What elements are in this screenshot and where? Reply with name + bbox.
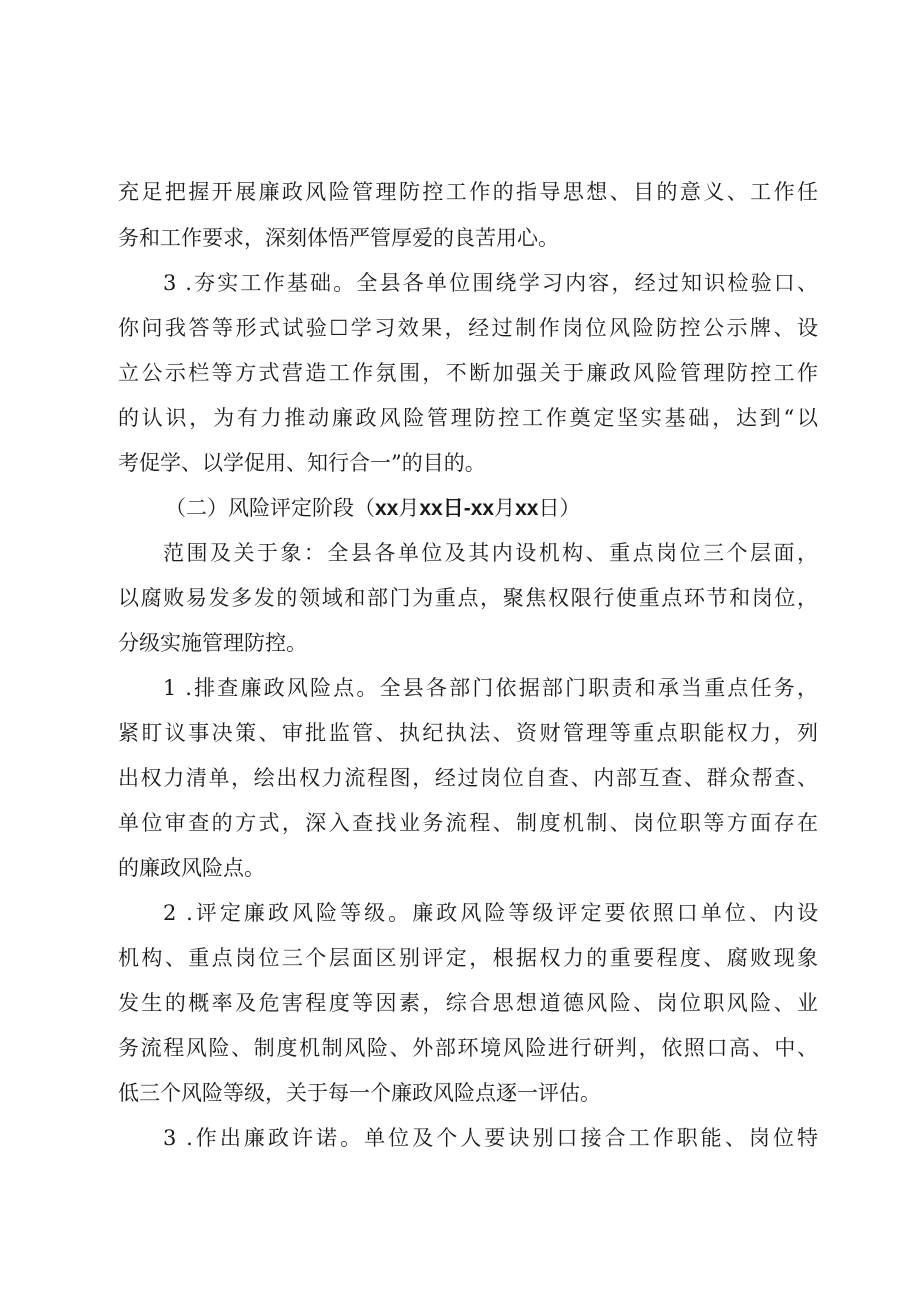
paragraph-line: 考促学、以学促用、知行合一”的目的。 — [118, 451, 486, 475]
paragraph-line: 机构、重点岗位三个层面区别评定，根据权力的重要程度、腐败现象 — [118, 946, 818, 970]
paragraph-line: 紧盯议事决策、审批监管、执纪执法、资财管理等重点职能权力，列 — [118, 721, 818, 745]
paragraph-line: 的廉政风险点。 — [118, 856, 265, 880]
heading-date: xx — [515, 497, 539, 520]
heading-text: 月 — [398, 496, 420, 520]
paragraph-line: 你问我答等形式试验☐学习效果，经过制作岗位风险防控公示牌、设 — [118, 316, 818, 340]
paragraph-line: 分级实施管理防控。 — [118, 631, 307, 655]
paragraph-line: 3 .夯实工作基础。全县各单位围绕学习内容，经过知识检验口、 — [163, 271, 818, 295]
paragraph-line: 1 .排查廉政风险点。全县各部门依据部门职责和承当重点任务， — [163, 676, 818, 700]
paragraph-line: 立公示栏等方式营造工作氛围，不断加强关于廉政风险管理防控工作 — [118, 361, 818, 385]
section-heading — [165, 493, 665, 524]
paragraph-line: 务流程风险、制度机制风险、外部环境风险进行研判，依照口高、中、 — [118, 1036, 818, 1060]
heading-text: 日） — [538, 496, 581, 520]
paragraph-line: 2 .评定廉政风险等级。廉政风险等级评定要依照口单位、内设 — [163, 901, 818, 925]
paragraph-line: 务和工作要求，深刻体悟严管厚爱的良苦用心。 — [118, 226, 559, 250]
paragraph-line: 出权力清单，绘出权力流程图，经过岗位自查、内部互查、群众帮查、 — [118, 766, 818, 790]
paragraph-line: 充足把握开展廉政风险管理防控工作的指导思想、目的意义、工作任 — [118, 180, 818, 204]
paragraph-line: 单位审查的方式，深入查找业务流程、制度机制、岗位职等方面存在 — [118, 811, 818, 835]
heading-date: 日- — [442, 497, 471, 520]
heading-text: 月 — [494, 496, 516, 520]
paragraph-line: 3 .作出廉政许诺。单位及个人要诀别口接合工作职能、岗位特 — [163, 1126, 818, 1150]
heading-date: xx — [470, 497, 495, 520]
paragraph-line: 范围及关于象：全县各单位及其内设机构、重点岗位三个层面， — [163, 541, 818, 565]
paragraph-line: 发生的概率及危害程度等因素，综合思想道德风险、岗位职风险、业 — [118, 991, 818, 1015]
heading-text: （二）风险评定阶段（ — [165, 496, 375, 520]
paragraph-line: 以腐败易发多发的领域和部门为重点，聚焦权限行使重点环节和岗位， — [118, 586, 818, 610]
paragraph-line: 的认识，为有力推动廉政风险管理防控工作奠定坚实基础，达到“以 — [118, 406, 818, 430]
heading-date: xx — [419, 497, 443, 520]
heading-date: xx — [375, 497, 399, 520]
paragraph-line: 低三个风险等级，关于每一个廉政风险点逐一评估。 — [118, 1081, 601, 1105]
